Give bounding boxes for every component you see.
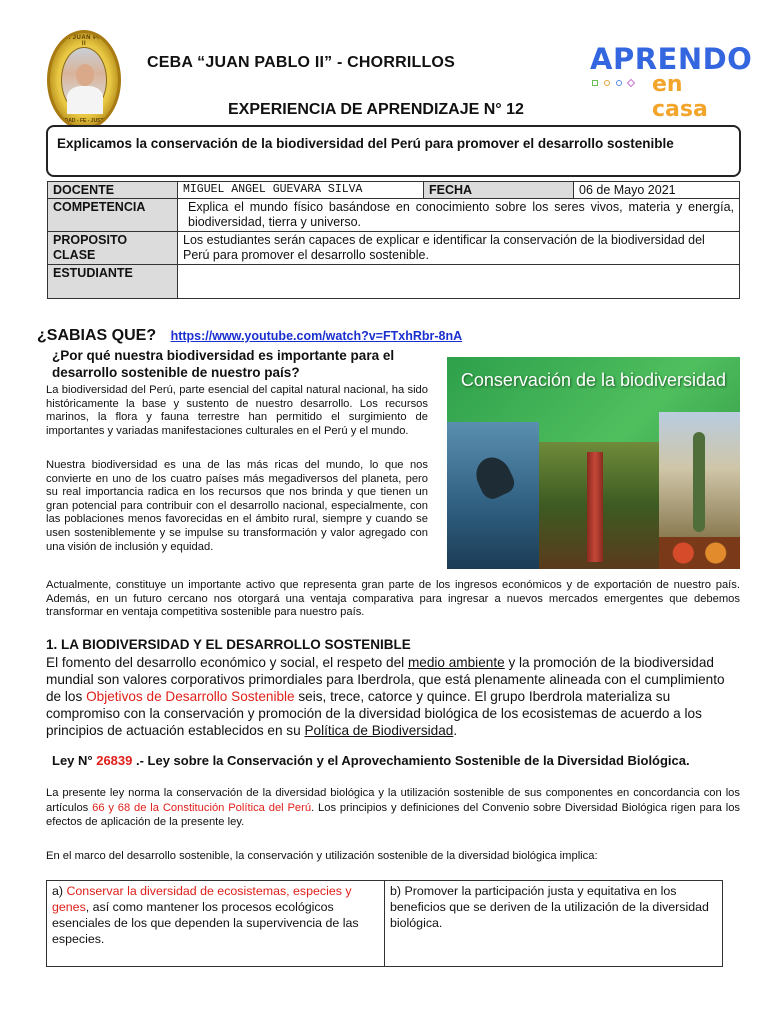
ley-heading (52, 752, 742, 769)
seal-portrait (61, 47, 107, 113)
proposito-value: Los estudiantes serán capaces de explicar e identificar la conservación de la biodiversidad del Perú para promover el desarrollo sostenible. (178, 232, 740, 265)
fecha-label: FECHA (424, 182, 574, 199)
section-1-text (46, 654, 740, 739)
docente-value: MIGUEL ANGEL GUEVARA SILVA (178, 182, 424, 199)
implica-b: b) Promover la participación justa y equitativa en los beneficios que se deriven de la utilización de la diversidad biológica. (385, 881, 723, 967)
portrait-face (76, 64, 94, 86)
proposito-label: PROPOSITO CLASE (48, 232, 178, 265)
aprendo-en-casa-logo (590, 42, 753, 122)
implica-table (46, 880, 723, 967)
school-seal (47, 30, 121, 130)
table-row (47, 881, 723, 967)
experience-title: EXPERIENCIA DE APRENDIZAJE N° 12 (228, 101, 524, 118)
text-span: , así como mantener los procesos ecológicos esenciales de los que dependen la supervivencia de las especies. (52, 900, 359, 946)
ley-paragraph (46, 786, 740, 830)
portrait-robe (67, 86, 103, 114)
ley-prefix: Ley N° (52, 753, 97, 768)
biodiversity-image (447, 357, 740, 569)
text-span: seis, trece, catorce y quince. El grupo Iberdrola materializa su compromiso con la conservación y promoción de la diversidad biológica de los ecosistemas de acuerdo a los principios de actuación establecidos en su (46, 689, 702, 738)
square-shape-icon (592, 80, 598, 86)
marco-paragraph: En el marco del desarrollo sostenible, la conservación y utilización sostenible de la diversidad biológica implica: (46, 850, 598, 862)
text-span: y la promoción de la biodiversidad mundial son valores corporativos primordiales para Iberdrola, que está plenamente alineada con el cumplimiento de los (46, 655, 725, 704)
cactus-shape (693, 432, 705, 532)
table-row (48, 232, 740, 265)
section-1-heading: 1. LA BIODIVERSIDAD Y EL DESARROLLO SOSTENIBLE (46, 637, 411, 652)
table-row (48, 199, 740, 232)
fruit-photo (659, 537, 740, 569)
medio-ambiente-link[interactable]: medio ambiente (407, 655, 505, 670)
text-span: . (453, 723, 458, 738)
paragraph-2: Nuestra biodiversidad es una de las más ricas del mundo, lo que nos convierte en uno de los cuatro países más megadiversos del planeta, pero su real importancia radica en los recursos que nos brinda y que tienen un gran potencial para contribuir con el desarrollo nacional, especialmente, con las poblaciones menos favorecidas en el ámbito rural, siempre y cuando se usen sosteniblemente y se impulse su transformación y valor agregado con una visión de inclusión y equidad. (46, 459, 428, 553)
info-table (47, 181, 740, 299)
estudiante-field[interactable] (178, 265, 740, 299)
tree-trunk-shape (587, 452, 603, 562)
table-row (48, 182, 740, 199)
school-name: CEBA “JUAN PABLO II” - CHORRILLOS (147, 54, 455, 71)
sabias-que (37, 327, 462, 345)
logo-main: APRENDO (590, 42, 753, 76)
diamond-shape-icon (627, 79, 635, 87)
seal-bottom-text: VERDAD - FE - JUSTICIA (54, 118, 114, 124)
paragraph-1: La biodiversidad del Perú, parte esencial del capital natural nacional, ha sido históricamente la base y sustento de nuestro desarrollo. Los recursos marinos, la flora y fauna terrestre han permitido el surgimiento de importantes y variadas manifestaciones culturales en el Perú y el mundo. (46, 384, 428, 437)
circle-shape-icon (616, 80, 622, 86)
paragraph-3: Actualmente, constituye un importante activo que representa gran parte de los ingresos económicos y de exportación de nuestro país. Además, en un futuro cercano nos otorgará una ventaja comparativa para ingresar a nuevos mercados emergentes que debemos transformar en ventaja competitiva sostenible para nuestro país. (46, 579, 740, 619)
competencia-label: COMPETENCIA (48, 199, 178, 232)
seal-top-text: CEBA JUAN PABLO II (51, 35, 117, 47)
estudiante-label: ESTUDIANTE (48, 265, 178, 299)
docente-label: DOCENTE (48, 182, 178, 199)
implica-a-highlight: Conservar la diversidad de ecosistemas, especies y genes (52, 884, 352, 914)
logo-sub: en casa (652, 72, 708, 122)
ley-number: 26839 (96, 753, 133, 768)
circle-shape-icon (604, 80, 610, 86)
table-row (48, 265, 740, 299)
topic-box: Explicamos la conservación de la biodiversidad del Perú para promover el desarrollo sostenible (46, 125, 741, 177)
competencia-value: Explica el mundo físico basándose en conocimiento sobre los seres vivos, materia y energía, biodiversidad, tierra y universo. (178, 199, 740, 232)
implica-a (47, 881, 385, 967)
ods-link[interactable]: Objetivos de Desarrollo Sostenible (86, 689, 295, 704)
video-link[interactable]: https://www.youtube.com/watch?v=FTxhRbr-8nA (170, 329, 463, 343)
fecha-value: 06 de Mayo 2021 (574, 182, 740, 199)
text-span: La presente ley norma la conservación de la diversidad biológica y la utilización sostenible de sus componentes en concordancia con los artículos (46, 787, 740, 814)
politica-link[interactable]: Política de Biodiversidad (304, 723, 454, 738)
constitution-reference: 66 y 68 de la Constitución Política del Perú (92, 801, 312, 814)
question-heading: ¿Por qué nuestra biodiversidad es importante para el desarrollo sostenible de nuestro país? (52, 348, 395, 380)
sabias-label: ¿SABIAS QUE? (37, 327, 157, 344)
image-title: Conservación de la biodiversidad (460, 370, 727, 390)
ley-title: .- Ley sobre la Conservación y el Aprovechamiento Sostenible de la Diversidad Biológica. (132, 753, 690, 768)
logo-shapes (592, 80, 634, 86)
text-span: a) (52, 884, 67, 898)
text-span: . Los principios y definiciones del Convenio sobre Diversidad Biológica rigen para los efectos de aplicación de la presente ley. (46, 801, 741, 828)
text-span: El fomento del desarrollo económico y social, el respeto del (46, 655, 408, 670)
